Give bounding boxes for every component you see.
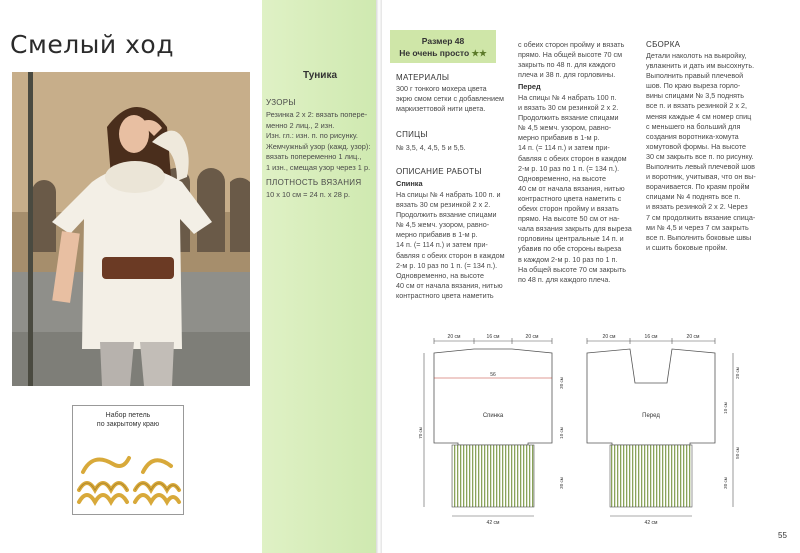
front-line: обеих сторон пройму и вязать [518, 204, 619, 214]
tunic-title: Туника [302, 70, 338, 81]
front-instructions [518, 93, 638, 285]
assembly-line: хомутовой формы. На высоте [646, 141, 746, 151]
assembly-line: вины спицами № 3,5 поднять [646, 91, 745, 101]
front-line: 14 п. (= 114 п.) и затем при- [518, 143, 610, 153]
assembly-line: и воротник, учитывая, что он вы- [646, 172, 756, 182]
cast-on-title-line: по закрытому краю [96, 421, 160, 428]
front-line: Одновременно, на высоте [518, 173, 606, 183]
front-line: горловины центральные 14 п. и [518, 234, 624, 244]
gauge-text: 10 x 10 см = 24 п. х 28 р. [266, 190, 351, 199]
back-label: Спинка [482, 413, 504, 419]
back-width-label: 56 [490, 372, 496, 378]
back-line: 40 см от начала вязания, нитью [396, 280, 503, 290]
front-line: № 4,5 жемч. узором, равно- [518, 123, 612, 133]
cast-on-illustration-box [72, 405, 184, 515]
assembly-line: спицами № 4 поднять все п. [646, 192, 741, 202]
front-side-dim: 30 см [723, 477, 728, 489]
back-top-dim: 20 см [525, 334, 539, 340]
assembly-line: и сшить боковые пройм. [646, 242, 728, 252]
patterns-heading: УЗОРЫ [266, 98, 296, 107]
front-side-dim: 50 см [735, 447, 740, 459]
back-side-dim: 70 см [418, 427, 423, 439]
patterns-line: менно 2 лиц., 2 изн. [266, 120, 335, 130]
assembly-line: 7 см продолжить вязание спица- [646, 212, 756, 222]
assembly-line: создания воротника-хомута [646, 131, 739, 141]
front-label: Перед [642, 413, 660, 419]
cast-on-title-line: Набор петель [105, 412, 151, 419]
difficulty-label: Не очень просто [399, 48, 470, 58]
back-line: Продолжить вязание спицами [396, 210, 497, 220]
materials-text [396, 84, 514, 114]
assembly-line: Выполнить правый плечевой [646, 71, 744, 81]
patterns-line: Жемчужный узор (кажд. узор): [266, 141, 371, 151]
patterns-line: 1 изн., смещая узор через 1 р. [266, 162, 371, 172]
assembly-line: ворачивается. По краям пройм [646, 182, 750, 192]
back-continued [518, 40, 638, 80]
assembly-line: увлажнить и дать им высохнуть. [646, 61, 755, 71]
assembly-line: шов. По краю выреза горло- [646, 81, 741, 91]
front-line: в каждом 2-м р. 10 раз по 1 п. [518, 254, 618, 264]
materials-line: маркизеттовой нити цвета. [396, 104, 486, 114]
assembly-line: ми № 4,5 и через 7 см закрыть [646, 222, 749, 232]
back-cont-line: закрыть по 48 п. для каждого [518, 60, 616, 70]
assembly-line: и вязать резинкой 2 х 2. Через [646, 202, 748, 212]
assembly-line: 30 см закрыть все п. по рисунку. [646, 151, 754, 161]
tunic-title-band [262, 64, 378, 88]
front-side-dim: 10 см [723, 402, 728, 414]
needles-heading: СПИЦЫ [396, 130, 428, 139]
assembly-line: все п. Выполнить боковые швы [646, 232, 752, 242]
back-instructions [396, 190, 514, 301]
front-schematic [575, 333, 745, 528]
front-top-dim: 16 см [644, 334, 658, 340]
front-line: бавляя с обеих сторон в каждом [518, 153, 627, 163]
front-line: Продолжить вязание спицами [518, 113, 619, 123]
front-line: по 48 п. для каждого плеча. [518, 274, 611, 284]
size-label: Размер 48 [421, 36, 465, 46]
back-side-dim: 30 см [559, 377, 564, 389]
front-line: прямо. На высоте 50 см от на- [518, 214, 620, 224]
front-line: убавив по обе стороны выреза [518, 244, 622, 254]
assembly-line: с меньшего на больший для [646, 121, 741, 131]
difficulty-stars: ★★ [471, 48, 487, 58]
back-ribbing [452, 445, 534, 507]
size-band [390, 30, 496, 63]
back-line: № 4,5 жемч. узором, равно- [396, 220, 490, 230]
back-cont-line: с обеих сторон пройму и вязать [518, 40, 625, 49]
back-line: вязать 30 см резинкой 2 х 2. [396, 200, 491, 210]
back-bottom-dim: 42 см [486, 520, 500, 526]
back-schematic [418, 333, 568, 528]
cast-on-stitch-drawing [73, 442, 183, 512]
front-ribbing [610, 445, 692, 507]
front-line: мерно прибавив в 1-м р. [518, 133, 600, 143]
back-side-dim: 10 см [559, 427, 564, 439]
patterns-line: Изн. гл.: изн. п. по рисунку. [266, 131, 358, 140]
work-heading: ОПИСАНИЕ РАБОТЫ [396, 167, 482, 176]
assembly-instructions [646, 51, 774, 253]
assembly-line: Детали наколоть на выкройку, [646, 51, 747, 60]
front-line: 40 см от начала вязания, нитью [518, 183, 625, 193]
assembly-line: все п. и вязать резинкой 2 х 2, [646, 101, 747, 111]
difficulty-row [390, 47, 496, 59]
back-line: бавляя с обеих сторон в каждом [396, 250, 505, 260]
back-line: 2-м р. 10 раз по 1 п. (= 134 п.). [396, 260, 498, 270]
assembly-heading: СБОРКА [646, 40, 681, 49]
front-line: чала вязания закрыть для выреза [518, 224, 632, 234]
back-top-dim: 20 см [447, 334, 461, 340]
back-top-dim: 16 см [486, 334, 500, 340]
front-top-dim: 20 см [686, 334, 700, 340]
back-line: 14 п. (= 114 п.) и затем при- [396, 240, 488, 250]
front-line: контрастного цвета наметить с [518, 193, 622, 203]
back-side-dim: 30 см [559, 477, 564, 489]
front-line: На спицы № 4 набрать 100 п. [518, 93, 617, 102]
needles-text: № 3,5, 4, 4,5, 5 и 5,5. [396, 143, 466, 152]
assembly-line: меняя каждые 4 см номер спиц [646, 111, 752, 121]
model-photo [12, 72, 250, 386]
front-side-dim: 20 см [735, 367, 740, 379]
front-heading: Перед [518, 82, 541, 91]
front-bottom-dim: 42 см [644, 520, 658, 526]
front-line: 2-м р. 10 раз по 1 п. (= 134 п.). [518, 163, 620, 173]
back-cont-line: плеча и 38 п. для горловины. [518, 70, 616, 80]
front-top-dim: 20 см [602, 334, 616, 340]
model-photo-illustration [12, 72, 250, 386]
back-line: На спицы № 4 набрать 100 п. и [396, 190, 501, 199]
materials-line: 300 г тонкого мохера цвета [396, 84, 487, 93]
back-line: мерно прибавив в 1-м р. [396, 230, 478, 240]
page-headline: Смелый ход [10, 30, 174, 59]
front-line: На общей высоте 70 см закрыть [518, 264, 627, 274]
back-cont-line: прямо. На общей высоте 70 см [518, 50, 623, 60]
back-heading: Спинка [396, 179, 423, 188]
page-number: 55 [778, 531, 787, 540]
patterns-text [266, 110, 376, 173]
patterns-line: Резинка 2 х 2: вязать попере- [266, 110, 368, 119]
back-line: Одновременно, на высоте [396, 270, 484, 280]
assembly-line: Выполнить левый плечевой шов [646, 162, 756, 172]
patterns-line: вязать попеременно 1 лиц., [266, 152, 362, 161]
front-line: и вязать 30 см резинкой 2 х 2. [518, 103, 619, 113]
back-line: контрастного цвета наметить [396, 290, 494, 300]
gauge-heading: ПЛОТНОСТЬ ВЯЗАНИЯ [266, 178, 362, 187]
materials-heading: МАТЕРИАЛЫ [396, 73, 450, 82]
materials-line: экрю смом сетки с добавлением [396, 94, 504, 104]
cast-on-title [73, 411, 183, 429]
